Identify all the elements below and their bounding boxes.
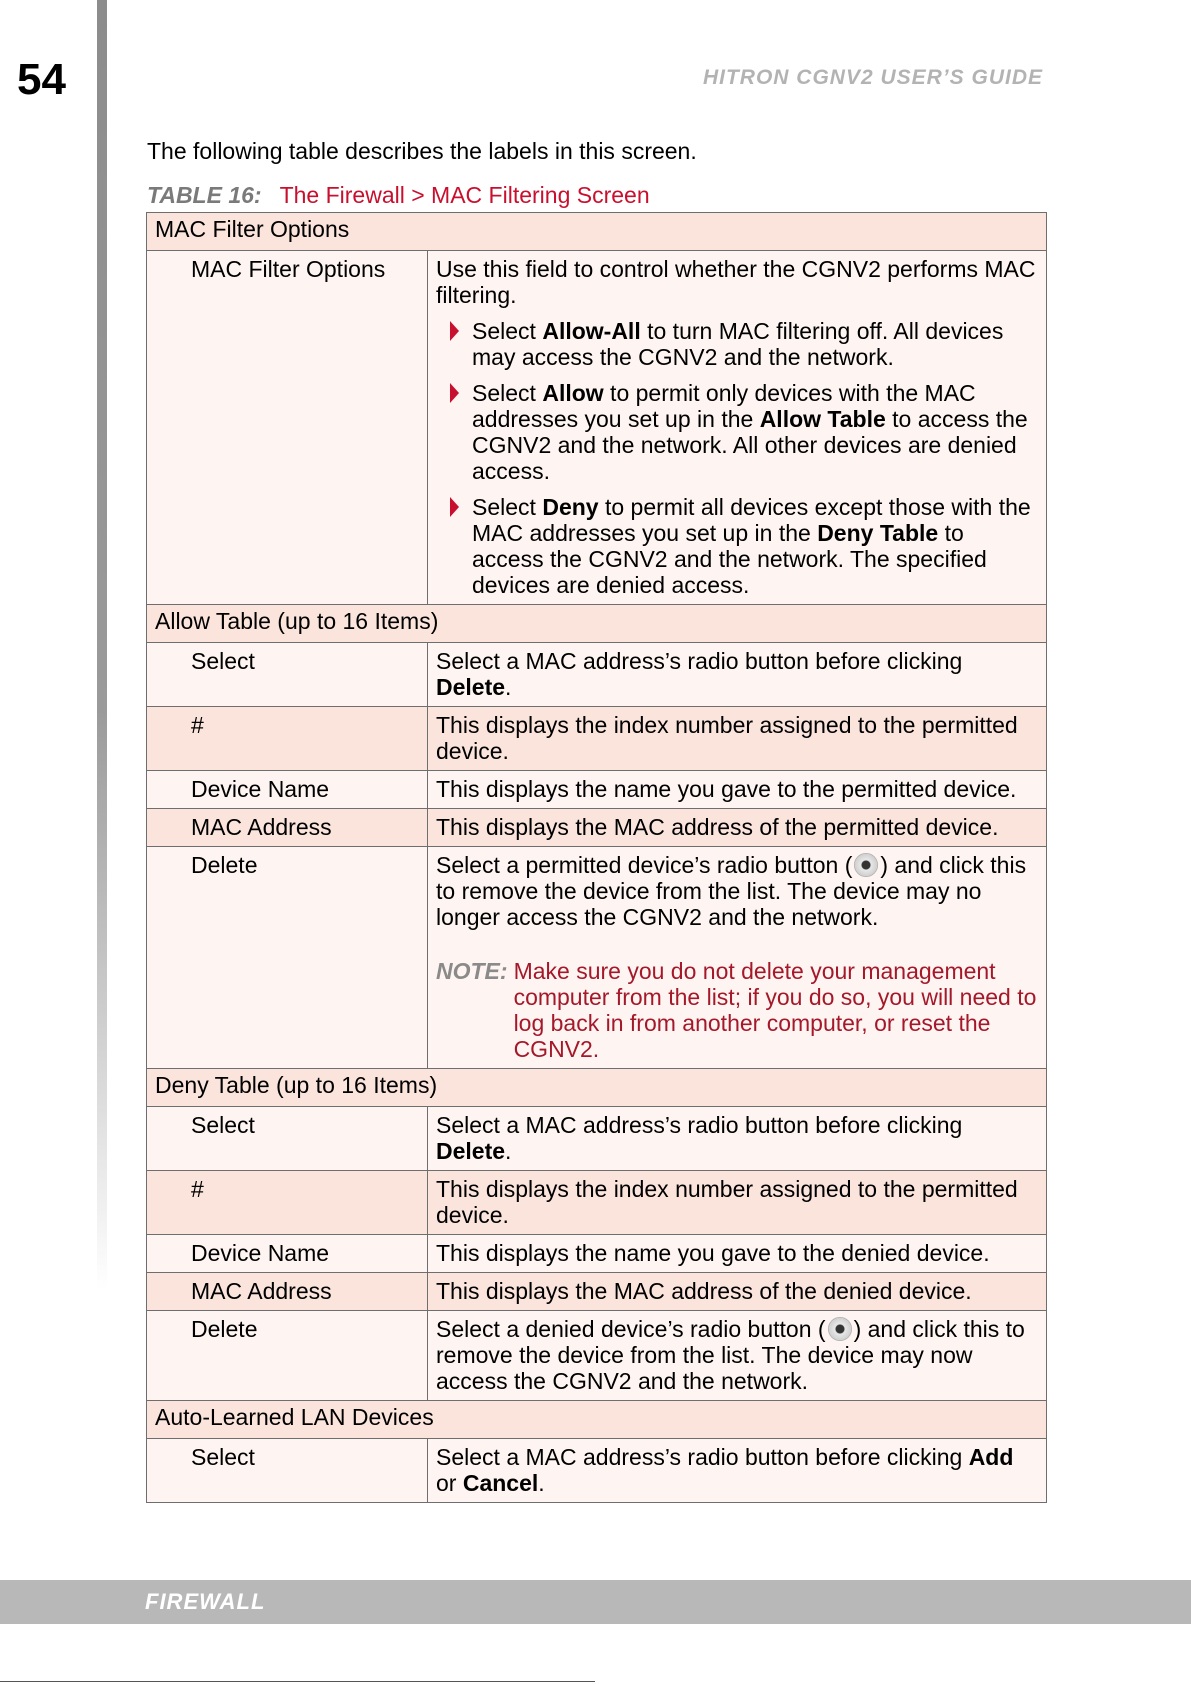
row-label: Select <box>147 1439 428 1503</box>
row-description <box>428 251 1047 605</box>
table-row <box>147 847 1047 1069</box>
row-label: Device Name <box>147 771 428 809</box>
row-label: # <box>147 1171 428 1235</box>
row-description: Select a MAC address’s radio button before clicking Add or Cancel. <box>428 1439 1047 1503</box>
row-label: MAC Filter Options <box>147 251 428 605</box>
row-label: Select <box>147 1107 428 1171</box>
table-row <box>147 1311 1047 1401</box>
description-table <box>146 212 1047 1503</box>
row-description: This displays the index number assigned to the permitted device. <box>428 707 1047 771</box>
row-label: Delete <box>147 847 428 1069</box>
note-label: NOTE: <box>436 958 508 984</box>
bullet-arrow-icon <box>450 383 459 403</box>
radio-button-icon <box>828 1317 852 1341</box>
bullet-arrow-icon <box>450 497 459 517</box>
bullet-item: Select Deny to permit all devices except those with the MAC addresses you set up in the Deny Table to access the CGNV2 and the network. The specified devices are denied access. <box>436 494 1038 598</box>
row-description: This displays the MAC address of the denied device. <box>428 1273 1047 1311</box>
row-description: Select a MAC address’s radio button before clicking Delete. <box>428 1107 1047 1171</box>
table-row <box>147 809 1047 847</box>
table-row <box>147 1235 1047 1273</box>
table-caption <box>147 182 650 209</box>
row-description: This displays the name you gave to the permitted device. <box>428 771 1047 809</box>
table-row <box>147 1171 1047 1235</box>
row-label: Delete <box>147 1311 428 1401</box>
table-row <box>147 1107 1047 1171</box>
section-header: Deny Table (up to 16 Items) <box>147 1069 1047 1107</box>
row-description-text: Use this field to control whether the CGNV2 performs MAC filtering. <box>436 256 1036 308</box>
table-row <box>147 707 1047 771</box>
bottom-rule <box>0 1681 595 1682</box>
row-label: Select <box>147 643 428 707</box>
bullet-item: Select Allow-All to turn MAC filtering off. All devices may access the CGNV2 and the network. <box>436 318 1038 370</box>
row-description: Select a MAC address’s radio button before clicking Delete. <box>428 643 1047 707</box>
row-description: This displays the index number assigned to the permitted device. <box>428 1171 1047 1235</box>
table-row <box>147 771 1047 809</box>
radio-button-icon <box>854 853 878 877</box>
row-description: This displays the name you gave to the denied device. <box>428 1235 1047 1273</box>
row-description: Select a denied device’s radio button ( ) and click this to remove the device from the list. The device may now access the CGNV2 and the network. <box>428 1311 1047 1401</box>
table-caption-label: TABLE 16: <box>147 182 262 208</box>
row-label: MAC Address <box>147 809 428 847</box>
row-label: # <box>147 707 428 771</box>
row-label: Device Name <box>147 1235 428 1273</box>
page-number: 54 <box>17 55 66 104</box>
intro-text: The following table describes the labels in this screen. <box>147 138 697 164</box>
table-caption-title: The Firewall > MAC Filtering Screen <box>279 182 650 208</box>
sidebar-bar <box>97 0 107 1290</box>
note-block <box>436 958 1038 1062</box>
section-header: MAC Filter Options <box>147 213 1047 251</box>
footer-section-title: FIREWALL <box>145 1589 266 1614</box>
row-label: MAC Address <box>147 1273 428 1311</box>
section-header: Auto-Learned LAN Devices <box>147 1401 1047 1439</box>
table-row <box>147 643 1047 707</box>
table-row <box>147 1439 1047 1503</box>
guide-title: HITRON CGNV2 USER’S GUIDE <box>702 66 1043 89</box>
table-row <box>147 1273 1047 1311</box>
row-description: This displays the MAC address of the permitted device. <box>428 809 1047 847</box>
bullet-arrow-icon <box>450 321 459 341</box>
row-description: Select a permitted device’s radio button ( ) and click this to remove the device from the list. The device may no longer access the CGNV2 and the network. NOTE: Make sure you do not delete your management computer from the list; if you do so, you will need to log back in from another computer, or reset the CGNV2. <box>428 847 1047 1069</box>
note-text: Make sure you do not delete your management computer from the list; if you do so, you will need to log back in from another computer, or reset the CGNV2. <box>513 958 1037 1062</box>
footer-bar <box>0 1580 1191 1624</box>
bullet-item: Select Allow to permit only devices with the MAC addresses you set up in the Allow Table to access the CGNV2 and the network. All other devices are denied access. <box>436 380 1038 484</box>
section-header: Allow Table (up to 16 Items) <box>147 605 1047 643</box>
table-row <box>147 251 1047 605</box>
